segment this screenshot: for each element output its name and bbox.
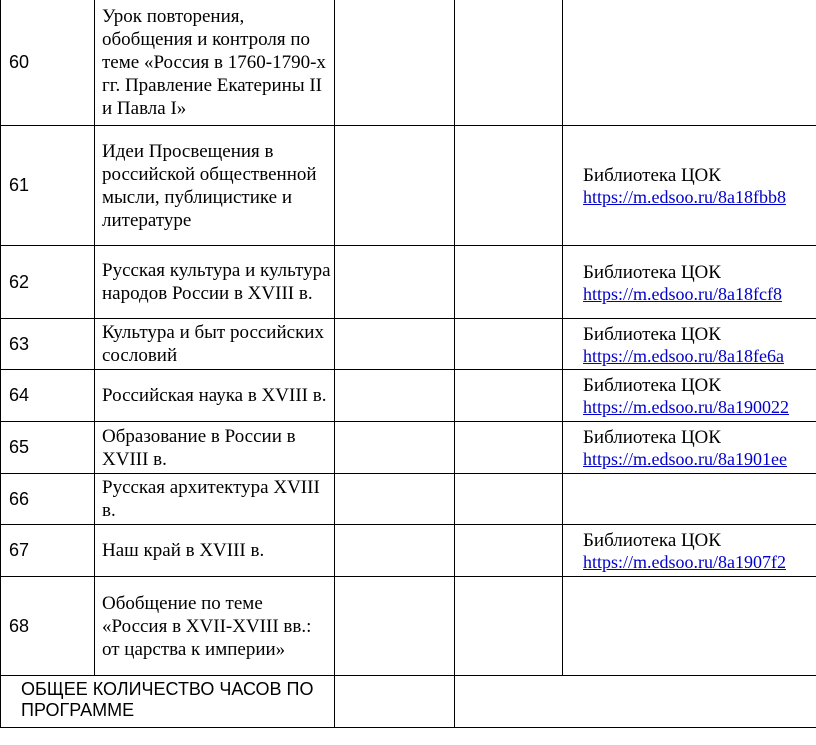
total-hours-label: ОБЩЕЕ КОЛИЧЕСТВО ЧАСОВ ПО ПРОГРАММЕ	[1, 676, 335, 728]
empty-cell	[455, 474, 563, 525]
table-row	[1, 246, 816, 319]
table-row	[1, 370, 816, 422]
row-number: 61	[1, 126, 95, 246]
resource-cell	[563, 370, 816, 422]
empty-cell	[335, 577, 455, 676]
table-row	[1, 525, 816, 577]
lesson-topic: Идеи Просвещения в российской общественной мысли, публицистике и литературе	[95, 126, 335, 246]
empty-cell	[335, 319, 455, 370]
resource-link[interactable]: https://m.edsoo.ru/8a1907f2	[583, 552, 786, 572]
library-label: Библиотека ЦОК	[583, 323, 721, 345]
resource-cell	[563, 525, 816, 577]
lesson-topic: Урок повторения, обобщения и контроля по теме «Россия в 1760-1790-х гг. Правление Екатерины II и Павла I»	[95, 0, 335, 126]
lesson-topic: Культура и быт российских сословий	[95, 319, 335, 370]
empty-cell	[335, 525, 455, 577]
empty-cell	[335, 246, 455, 319]
empty-cell	[455, 246, 563, 319]
resource-cell	[563, 0, 816, 126]
table-row-total	[1, 676, 816, 728]
table-row	[1, 126, 816, 246]
library-label: Библиотека ЦОК	[583, 375, 721, 396]
lesson-topic: Обобщение по теме «Россия в XVII-XVIII вв.: от царства к империи»	[95, 577, 335, 676]
empty-cell	[455, 525, 563, 577]
row-number: 62	[1, 246, 95, 319]
table-row	[1, 319, 816, 370]
lesson-topic: Образование в России в XVIII в.	[95, 422, 335, 474]
lesson-topic: Русская архитектура XVIII в.	[95, 474, 335, 525]
row-number: 60	[1, 0, 95, 126]
resource-link[interactable]: https://m.edsoo.ru/8a18fbb8	[583, 187, 786, 207]
empty-cell	[455, 319, 563, 370]
empty-cell	[455, 422, 563, 474]
empty-cell	[335, 126, 455, 246]
row-number: 63	[1, 319, 95, 370]
resource-link[interactable]: https://m.edsoo.ru/8a190022	[583, 397, 789, 417]
resource-link[interactable]: https://m.edsoo.ru/8a18fcf8	[583, 283, 782, 304]
lesson-topic: Российская наука в XVIII в.	[95, 370, 335, 422]
empty-cell	[455, 370, 563, 422]
table-row	[1, 0, 816, 126]
empty-cell	[455, 676, 816, 728]
row-number: 67	[1, 525, 95, 577]
row-number: 65	[1, 422, 95, 474]
row-number: 66	[1, 474, 95, 525]
resource-cell	[563, 422, 816, 474]
lesson-topic: Русская культура и культура народов России в XVIII в.	[95, 246, 335, 319]
empty-cell	[455, 577, 563, 676]
resource-link[interactable]: https://m.edsoo.ru/8a18fe6a	[583, 345, 784, 366]
resource-cell	[563, 319, 816, 370]
library-label: Библиотека ЦОК	[583, 165, 721, 186]
row-number: 68	[1, 577, 95, 676]
resource-cell	[563, 246, 816, 319]
empty-cell	[455, 0, 563, 126]
resource-cell	[563, 474, 816, 525]
empty-cell	[335, 422, 455, 474]
resource-cell	[563, 126, 816, 246]
empty-cell	[335, 0, 455, 126]
row-number: 64	[1, 370, 95, 422]
library-label: Библиотека ЦОК	[583, 427, 721, 448]
empty-cell	[335, 370, 455, 422]
resource-link[interactable]: https://m.edsoo.ru/8a1901ee	[583, 449, 787, 469]
resource-cell	[563, 577, 816, 676]
library-label: Библиотека ЦОК	[583, 261, 721, 283]
empty-cell	[335, 474, 455, 525]
lesson-topic: Наш край в XVIII в.	[95, 525, 335, 577]
empty-cell	[335, 676, 455, 728]
library-label: Библиотека ЦОК	[583, 530, 721, 551]
empty-cell	[455, 126, 563, 246]
table-row	[1, 422, 816, 474]
table-row	[1, 474, 816, 525]
table-row	[1, 577, 816, 676]
